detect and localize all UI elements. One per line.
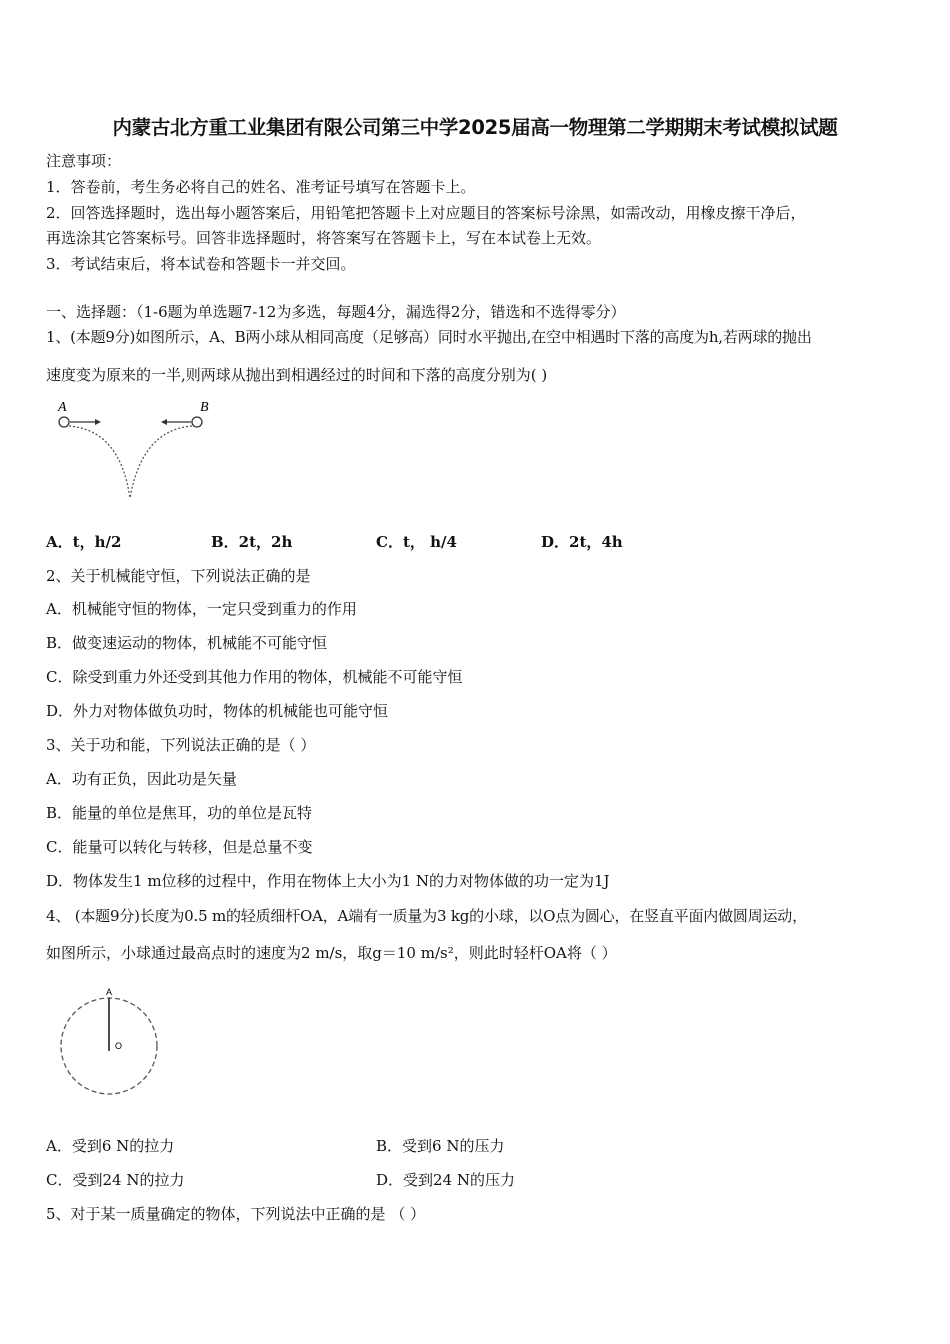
circular-motion-figure [55, 985, 165, 1100]
q4-option-a[interactable]: A．受到6 N的拉力 [46, 1137, 175, 1155]
question-3-stem: 3、关于功和能，下列说法正确的是（ ） [46, 736, 316, 754]
notice-heading: 注意事项： [46, 152, 122, 170]
notice-item: 1．答卷前，考生务必将自己的姓名、准考证号填写在答题卡上。 [46, 178, 476, 196]
ball-a [59, 417, 69, 427]
notice-item: 3．考试结束后，将本试卷和答题卡一并交回。 [46, 255, 356, 273]
center-o-label: O [115, 1041, 123, 1051]
q2-option-d[interactable]: D．外力对物体做负功时，物体的机械能也可能守恒 [46, 702, 389, 720]
question-2-stem: 2、关于机械能守恒，下列说法正确的是 [46, 567, 311, 585]
arrowhead-a [95, 419, 101, 425]
q3-option-c[interactable]: C．能量可以转化与转移，但是总量不变 [46, 838, 313, 856]
q2-option-b[interactable]: B．做变速运动的物体，机械能不可能守恒 [46, 634, 328, 652]
section-heading: 一、选择题：（1-6题为单选题7-12为多选，每题4分，漏选得2分，错选和不选得零分） [46, 303, 626, 321]
ball-a-label: A [58, 400, 67, 415]
page-title: 内蒙古北方重工业集团有限公司第三中学2025届高一物理第二学期期末考试模拟试题 [112, 116, 838, 139]
question-4-stem-cont: 如图所示，小球通过最高点时的速度为2 m/s，取g＝10 m/s²，则此时轻杆OA将（ ） [46, 944, 617, 962]
point-a-label: A [106, 987, 113, 997]
q4-option-c[interactable]: C．受到24 N的拉力 [46, 1171, 185, 1189]
q1-option-b[interactable]: B．2t，2h [211, 533, 293, 551]
q4-option-b[interactable]: B．受到6 N的压力 [376, 1137, 505, 1155]
question-5-stem: 5、对于某一质量确定的物体，下列说法中正确的是 （ ） [46, 1205, 426, 1223]
q3-option-a[interactable]: A．功有正负，因此功是矢量 [46, 770, 237, 788]
trajectory-a [69, 426, 130, 498]
q1-option-a[interactable]: A．t，h/2 [46, 533, 122, 551]
projectile-figure [50, 395, 230, 505]
question-1-stem-cont: 速度变为原来的一半,则两球从抛出到相遇经过的时间和下落的高度分别为( ) [46, 366, 548, 384]
q3-option-b[interactable]: B．能量的单位是焦耳，功的单位是瓦特 [46, 804, 313, 822]
notice-item: 2．回答选择题时，选出每小题答案后，用铅笔把答题卡上对应题目的答案标号涂黑，如需改动，用橡皮擦干净后， [46, 204, 806, 222]
q3-option-d[interactable]: D．物体发生1 m位移的过程中，作用在物体上大小为1 N的力对物体做的功一定为1J [46, 872, 610, 890]
ball-b-label: B [200, 400, 209, 415]
notice-item: 再选涂其它答案标号。回答非选择题时，将答案写在答题卡上，写在本试卷上无效。 [46, 229, 602, 247]
q4-option-d[interactable]: D．受到24 N的压力 [376, 1171, 516, 1189]
q2-option-c[interactable]: C．除受到重力外还受到其他力作用的物体，机械能不可能守恒 [46, 668, 463, 686]
question-1-stem: 1、(本题9分)如图所示，A、B两小球从相同高度（足够高）同时水平抛出,在空中相遇时下落的高度为h,若两球的抛出 [46, 328, 812, 346]
trajectory-b [130, 426, 192, 498]
ball-b [192, 417, 202, 427]
q1-option-d[interactable]: D．2t，4h [541, 533, 623, 551]
q2-option-a[interactable]: A．机械能守恒的物体，一定只受到重力的作用 [46, 600, 357, 618]
question-4-stem: 4、 (本题9分)长度为0.5 m的轻质细杆OA，A端有一质量为3 kg的小球，以O点为圆心，在竖直平面内做圆周运动， [46, 907, 807, 925]
arrowhead-b [161, 419, 167, 425]
q1-option-c[interactable]: C．t， h/4 [376, 533, 457, 551]
